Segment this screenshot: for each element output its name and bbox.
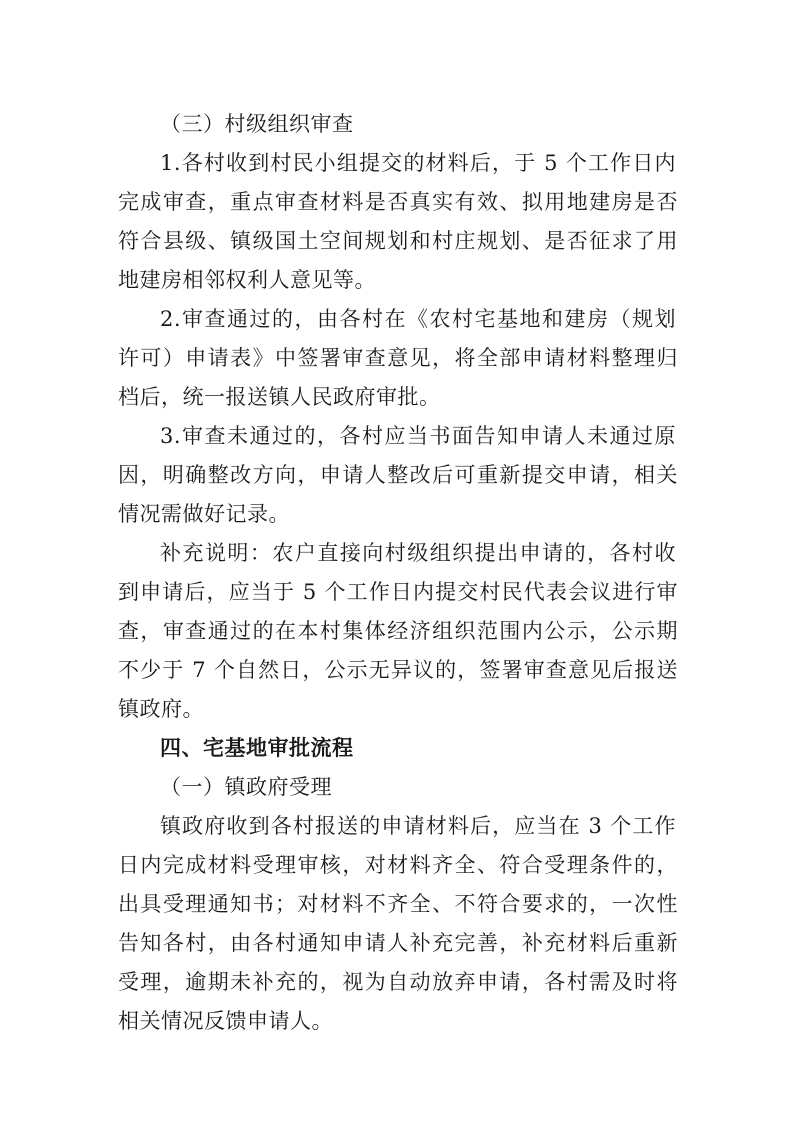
paragraph-line: 完成审查，重点审查材料是否真实有效、拟用地建房是否 xyxy=(118,190,678,214)
paragraph-line: 查，审查通过的在本村集体经济组织范围内公示，公示期 xyxy=(118,619,678,643)
paragraph-line: 档后，统一报送镇人民政府审批。 xyxy=(118,385,441,409)
paragraph-line: 补充说明：农户直接向村级组织提出申请的，各村收 xyxy=(160,541,676,565)
section-heading-approval-process: 四、宅基地审批流程 xyxy=(160,736,354,760)
paragraph-line: 告知各村，由各村通知申请人补充完善，补充材料后重新 xyxy=(118,931,678,955)
paragraph-line: 受理，逾期未补充的，视为自动放弃申请，各村需及时将 xyxy=(118,970,678,994)
paragraph-line: 不少于 7 个自然日，公示无异议的，签署审查意见后报送 xyxy=(118,658,678,682)
paragraph-line: 镇政府收到各村报送的申请材料后，应当在 3 个工作 xyxy=(160,814,676,838)
paragraph-line: 相关情况反馈申请人。 xyxy=(118,1009,333,1033)
subsection-heading-town-acceptance: （一）镇政府受理 xyxy=(160,775,332,799)
paragraph-line: 日内完成材料受理审核，对材料齐全、符合受理条件的， xyxy=(118,853,678,877)
paragraph-line: 许可）申请表》中签署审查意见，将全部申请材料整理归 xyxy=(118,346,678,370)
paragraph-line: 2.审查通过的，由各村在《农村宅基地和建房（规划 xyxy=(160,307,676,331)
paragraph-line: 因，明确整改方向，申请人整改后可重新提交申请，相关 xyxy=(118,463,678,487)
paragraph-line: 符合县级、镇级国土空间规划和村庄规划、是否征求了用 xyxy=(118,229,678,253)
paragraph-line: 到申请后，应当于 5 个工作日内提交村民代表会议进行审 xyxy=(118,580,678,604)
paragraph-line: 情况需做好记录。 xyxy=(118,502,290,526)
section-heading-village-review: （三）村级组织审查 xyxy=(160,112,354,136)
paragraph-line: 镇政府。 xyxy=(118,697,204,721)
paragraph-line: 1.各村收到村民小组提交的材料后，于 5 个工作日内 xyxy=(160,151,676,175)
paragraph-line: 3.审查未通过的，各村应当书面告知申请人未通过原 xyxy=(160,424,676,448)
paragraph-line: 地建房相邻权利人意见等。 xyxy=(118,268,376,292)
paragraph-line: 出具受理通知书；对材料不齐全、不符合要求的，一次性 xyxy=(118,892,678,916)
